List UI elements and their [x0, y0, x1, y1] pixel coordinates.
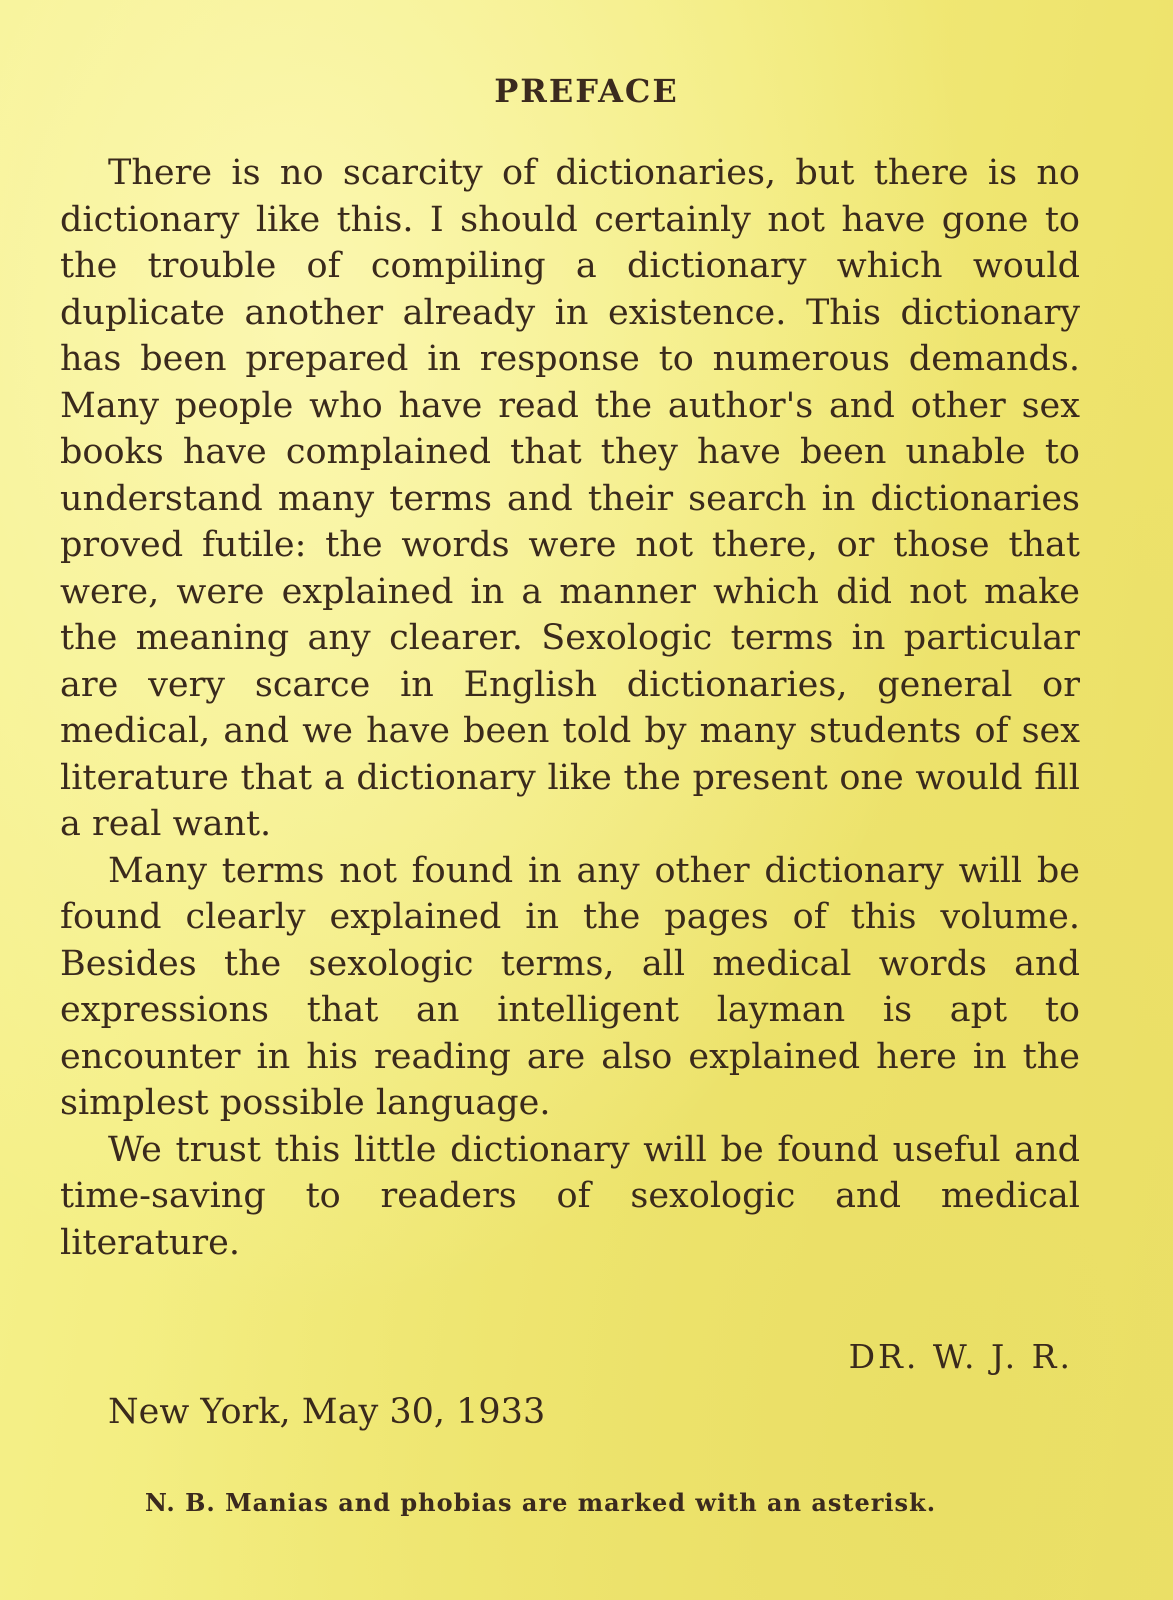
- page-title: PREFACE: [494, 72, 679, 110]
- preface-body: [60, 150, 1080, 1266]
- place-date: New York, May 30, 1933: [108, 1392, 546, 1432]
- footnote: N. B. Manias and phobias are marked with an asterisk.: [145, 1488, 937, 1517]
- paragraph-2: Many terms not found in any other dictionary will be found clearly explained in the pages of this volume. Besides the sexologic terms, all medical words and expressions that an intelligent layman is apt to encounter in his reading are also explained here in the simplest possible language.: [60, 850, 1080, 1123]
- paragraph-3: We trust this little dictionary will be found useful and time-saving to readers of sexologic and medical literature.: [60, 1129, 1080, 1263]
- paragraph-1: There is no scarcity of dictionaries, but there is no dictionary like this. I should certainly not have gone to the trouble of compiling a dictionary which would duplicate another already in existence. This dictionary has been prepared in response to numerous demands. Many people who have read the author's and other sex books have complained that they have been unable to understand many terms and their search in dictionaries proved futile: the words were not there, or those that were, were explained in a manner which did not make the meaning any clearer. Sexologic terms in particular are very scarce in English dictionaries, general or medical, and we have been told by many students of sex literature that a dictionary like the present one would fill a real want.: [60, 153, 1080, 844]
- author-signature: DR. W. J. R.: [848, 1337, 1073, 1376]
